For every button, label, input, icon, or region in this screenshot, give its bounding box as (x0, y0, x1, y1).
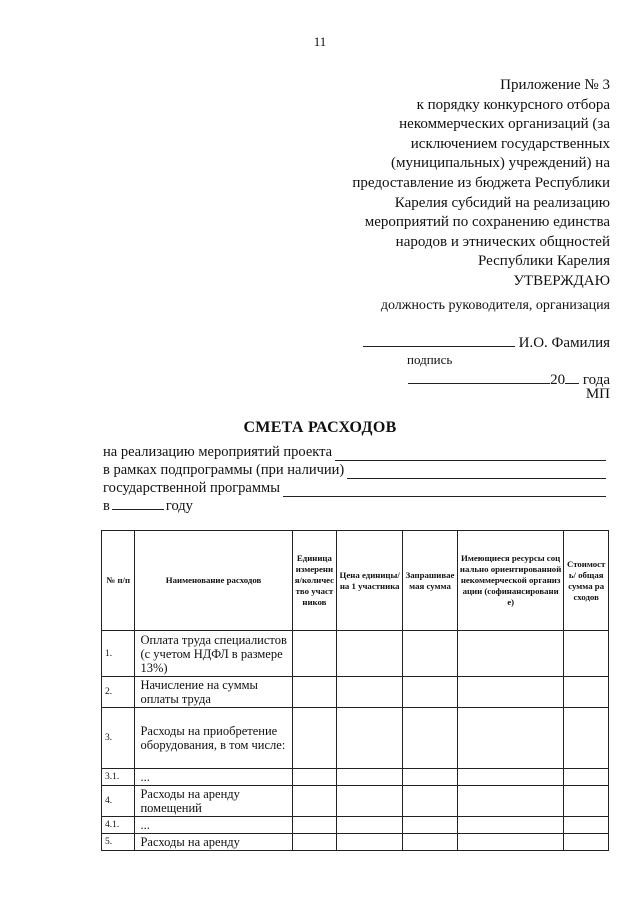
subprogram-blank (347, 466, 606, 479)
cell-unit[interactable] (292, 769, 337, 786)
cell-total[interactable] (564, 631, 609, 677)
cell-requested[interactable] (403, 817, 458, 834)
appendix-block (280, 76, 610, 272)
cell-price[interactable] (337, 769, 403, 786)
date-line (408, 369, 550, 384)
row-num: 4.1. (102, 817, 135, 834)
cell-price[interactable] (337, 708, 403, 769)
cell-price[interactable] (337, 834, 403, 851)
cell-own[interactable] (457, 769, 563, 786)
cell-requested[interactable] (403, 769, 458, 786)
approver-name: И.О. Фамилия (518, 335, 610, 351)
cell-total[interactable] (564, 769, 609, 786)
year-line (103, 497, 193, 515)
header-name: Наименование расходов (135, 531, 292, 631)
project-blank (335, 448, 606, 461)
row-num: 5. (102, 834, 135, 851)
cell-unit[interactable] (292, 786, 337, 817)
appendix-line: мероприятий по сохранению единства (364, 214, 610, 231)
row-num: 4. (102, 786, 135, 817)
row-name: Расходы на приобретение оборудования, в том числе: (135, 708, 292, 769)
cell-requested[interactable] (403, 786, 458, 817)
table-header-row (102, 531, 609, 631)
appendix-line: предоставление из бюджета Республики (352, 174, 610, 191)
page-number: 11 (313, 34, 327, 49)
row-name: ... (135, 769, 292, 786)
cell-unit[interactable] (292, 708, 337, 769)
header-own: Имеющиеся ресурсы социально ориентированной некоммерческой организации (софинансирование) (457, 531, 563, 631)
cell-price[interactable] (337, 631, 403, 677)
year-suffix: года (582, 372, 610, 388)
table-row (102, 708, 609, 769)
cell-own[interactable] (457, 677, 563, 708)
header-price: Цена единицы/ на 1 участника (337, 531, 403, 631)
cell-unit[interactable] (292, 817, 337, 834)
program-line (103, 480, 606, 497)
row-name: Оплата труда специалистов (с учетом НДФЛ в размере 13%) (135, 631, 292, 677)
approve-heading: УТВЕРЖДАЮ (513, 273, 610, 289)
table-row (102, 631, 609, 677)
cell-price[interactable] (337, 677, 403, 708)
project-line (103, 444, 606, 461)
row-num: 2. (102, 677, 135, 708)
year-line-suffix: году (165, 498, 193, 514)
subprogram-label: в рамках подпрограммы (при наличии) (103, 462, 345, 478)
year-prefix: 20 (550, 372, 566, 388)
cell-requested[interactable] (403, 834, 458, 851)
appendix-line: исключением государственных (410, 135, 610, 152)
subprogram-line (103, 462, 606, 479)
appendix-line: Республики Карелия (477, 253, 610, 270)
row-name: ... (135, 817, 292, 834)
table-row (102, 677, 609, 708)
row-name: Расходы на аренду (135, 834, 292, 851)
cell-total[interactable] (564, 708, 609, 769)
cell-unit[interactable] (292, 631, 337, 677)
appendix-title: Приложение № 3 (500, 77, 610, 93)
row-name: Расходы на аренду помещений (135, 786, 292, 817)
row-name: Начисление на суммы оплаты труда (135, 677, 292, 708)
appendix-line: народов и этнических общностей (395, 233, 610, 250)
cell-own[interactable] (457, 708, 563, 769)
cell-own[interactable] (457, 631, 563, 677)
cell-own[interactable] (457, 834, 563, 851)
approver-role: должность руководителя, организация (380, 298, 610, 313)
cell-own[interactable] (457, 786, 563, 817)
year-line-blank (112, 497, 164, 510)
header-requested: Запрашиваемая сумма (403, 531, 458, 631)
program-label: государственной программы (103, 480, 280, 496)
cell-total[interactable] (564, 834, 609, 851)
program-blank (283, 484, 606, 497)
cell-unit[interactable] (292, 677, 337, 708)
header-num: № п/п (102, 531, 135, 631)
table-row (102, 817, 609, 834)
signature-caption: подпись (407, 352, 453, 367)
document-title: СМЕТА РАСХОДОВ (243, 419, 397, 436)
row-num: 3.1. (102, 769, 135, 786)
cell-price[interactable] (337, 786, 403, 817)
cell-own[interactable] (457, 817, 563, 834)
row-num: 1. (102, 631, 135, 677)
signature-line (363, 332, 515, 347)
table-row (102, 769, 609, 786)
year-blank (565, 369, 579, 384)
table-row (102, 834, 609, 851)
cell-requested[interactable] (403, 708, 458, 769)
appendix-line: к порядку конкурсного отбора (416, 96, 610, 113)
project-label: на реализацию мероприятий проекта (103, 444, 333, 460)
appendix-line: (муниципальных) учреждений) на (391, 155, 610, 172)
cell-requested[interactable] (403, 677, 458, 708)
expenses-table (101, 530, 609, 851)
cell-price[interactable] (337, 817, 403, 834)
cell-total[interactable] (564, 677, 609, 708)
header-unit: Единица измерения/количество участников (292, 531, 337, 631)
stamp-label: МП (585, 386, 610, 402)
appendix-line: Карелия субсидий на реализацию (394, 194, 610, 211)
cell-total[interactable] (564, 786, 609, 817)
cell-unit[interactable] (292, 834, 337, 851)
header-total: Стоимость/ общая сумма расходов (564, 531, 609, 631)
cell-total[interactable] (564, 817, 609, 834)
appendix-line: некоммерческих организаций (за (399, 116, 610, 133)
cell-requested[interactable] (403, 631, 458, 677)
table-row (102, 786, 609, 817)
row-num: 3. (102, 708, 135, 769)
year-line-prefix: в (103, 498, 110, 514)
date-row (408, 369, 610, 389)
signature-row (363, 332, 610, 352)
